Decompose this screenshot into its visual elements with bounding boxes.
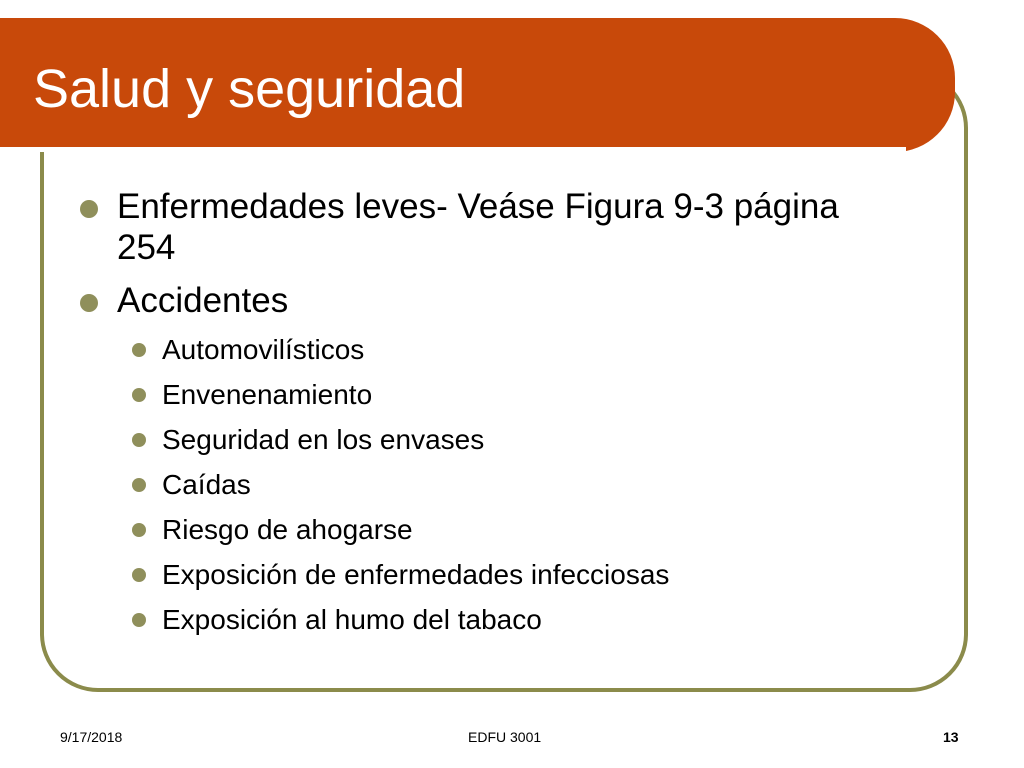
sub-bullet-text: Seguridad en los envases bbox=[162, 424, 485, 455]
sub-bullet-text: Envenenamiento bbox=[162, 379, 373, 410]
sub-bullet-dot bbox=[132, 568, 146, 582]
sub-bullet-dot bbox=[132, 343, 146, 357]
sub-bullet-dot bbox=[132, 478, 146, 492]
page-number: 13 bbox=[943, 729, 959, 745]
bullet-text: Enfermedades leves- Veáse Figura 9-3 página bbox=[117, 187, 839, 226]
sub-bullet-text: Automovilísticos bbox=[162, 334, 365, 365]
sub-bullet-text: Exposición al humo del tabaco bbox=[162, 604, 542, 635]
bullet-text-continuation: 254 bbox=[117, 228, 176, 267]
sub-bullet-text: Riesgo de ahogarse bbox=[162, 514, 413, 545]
sub-bullet-dot bbox=[132, 523, 146, 537]
footer-date: 9/17/2018 bbox=[60, 729, 123, 745]
title-underline bbox=[0, 147, 906, 152]
title-bar bbox=[0, 18, 955, 152]
bullet-dot bbox=[80, 200, 98, 218]
sub-bullet-dot bbox=[132, 433, 146, 447]
bullet-dot bbox=[80, 294, 98, 312]
sub-bullet-text: Exposición de enfermedades infecciosas bbox=[162, 559, 670, 590]
sub-bullet-dot bbox=[132, 613, 146, 627]
footer-course: EDFU 3001 bbox=[468, 729, 542, 745]
sub-bullet-dot bbox=[132, 388, 146, 402]
slide-title: Salud y seguridad bbox=[33, 59, 466, 119]
bullet-text: Accidentes bbox=[117, 281, 289, 320]
sub-bullet-text: Caídas bbox=[162, 469, 251, 500]
